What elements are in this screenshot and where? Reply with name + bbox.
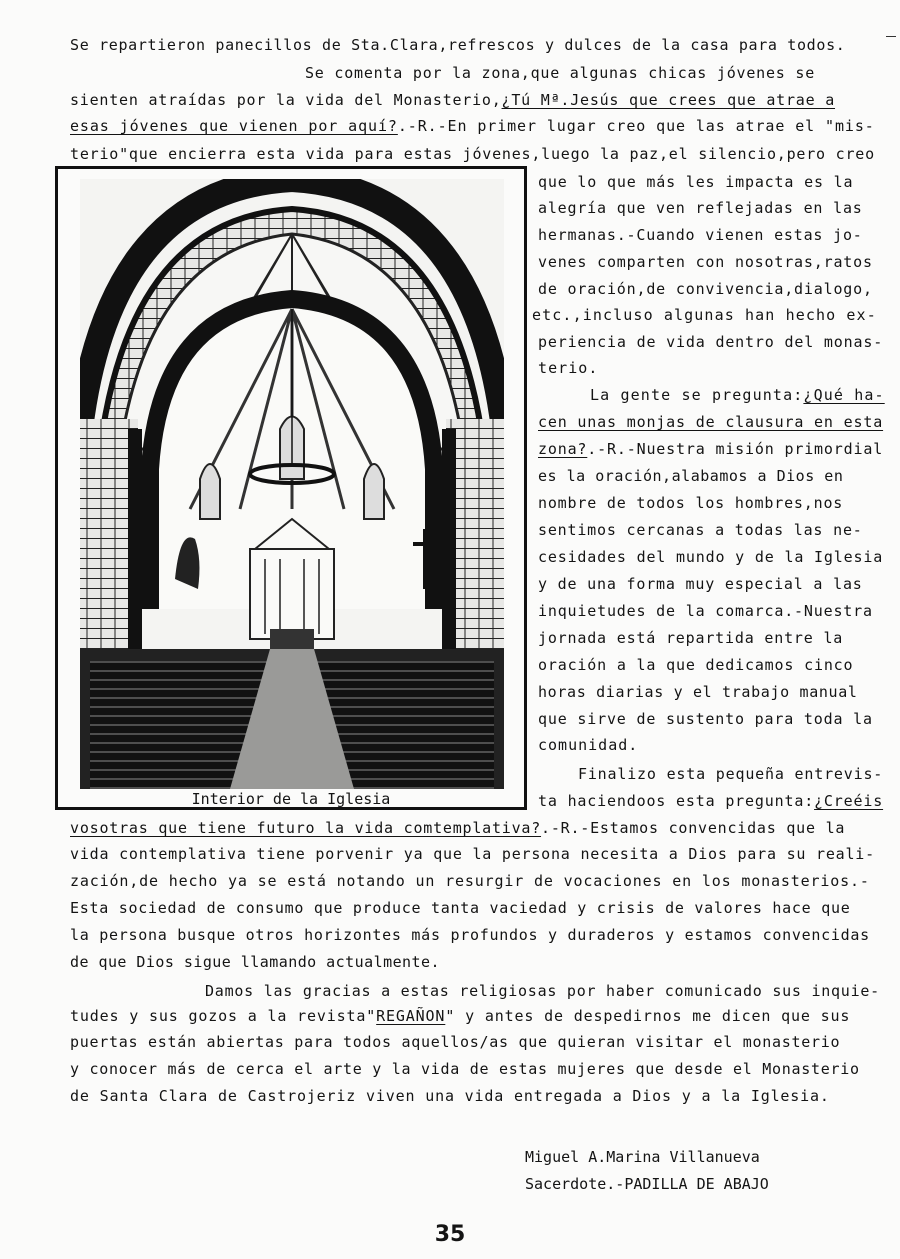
church-interior-image — [80, 179, 504, 789]
underlined-question: REGAÑON — [376, 1007, 446, 1025]
text-segment: puertas están abiertas para todos aquellos/as que quieran visitar el monasterio — [70, 1033, 841, 1051]
text-segment: Damos las gracias a estas religiosas por haber comunicado sus inquie- — [205, 982, 880, 1000]
text-segment: cesidades del mundo y de la Iglesia — [538, 548, 884, 566]
text-segment: ta haciendoos esta pregunta: — [538, 792, 815, 810]
text-line — [70, 89, 835, 111]
text-line — [538, 357, 598, 379]
text-line — [70, 951, 440, 973]
text-line — [538, 600, 873, 622]
text-line — [532, 304, 877, 326]
page-number: 35 — [434, 1222, 466, 1247]
text-line — [70, 870, 870, 892]
text-segment: que sirve de sustento para toda la — [538, 710, 873, 728]
text-segment: jornada está repartida entre la — [538, 629, 844, 647]
text-line — [305, 62, 815, 84]
text-line — [70, 1031, 840, 1053]
text-segment: " y antes de despedirnos me dicen que sus — [445, 1007, 851, 1025]
text-segment: hermanas.-Cuando vienen estas jo- — [538, 226, 863, 244]
text-segment: Finalizo esta pequeña entrevis- — [578, 765, 884, 783]
text-segment: y conocer más de cerca el arte y la vida de estas mujeres que desde el Monasterio — [70, 1060, 860, 1078]
text-segment: nombre de todos los hombres,nos — [538, 494, 844, 512]
text-line — [538, 411, 883, 433]
underlined-question: cen unas monjas de clausura en esta — [538, 413, 884, 431]
underlined-question: zona? — [538, 440, 588, 458]
text-line — [538, 627, 843, 649]
text-segment: sienten atraídas por la vida del Monasterio, — [70, 91, 502, 109]
text-line — [538, 224, 863, 246]
text-line — [538, 171, 853, 193]
text-segment: etc.,incluso algunas han hecho ex- — [532, 306, 877, 324]
text-segment: terio. — [538, 359, 599, 377]
text-segment: periencia de vida dentro del monas- — [538, 333, 884, 351]
author-name: Miguel A.Marina Villanueva — [525, 1148, 760, 1166]
figure-caption: Interior de la Iglesia — [191, 790, 391, 808]
text-segment: La gente se pregunta: — [590, 386, 804, 404]
text-segment: de Santa Clara de Castrojeriz viven una vida entregada a Dios y a la Iglesia. — [70, 1087, 830, 1105]
text-line — [578, 763, 883, 785]
text-segment: Se repartieron panecillos de Sta.Clara,refrescos y dulces de la casa para todos. — [70, 36, 846, 54]
text-line — [538, 465, 843, 487]
text-line — [538, 546, 883, 568]
text-segment: oración a la que dedicamos cinco — [538, 656, 854, 674]
underlined-question: esas jóvenes que vienen por aquí? — [70, 117, 398, 135]
text-line — [538, 278, 873, 300]
text-segment: Esta sociedad de consumo que produce tanta vaciedad y crisis de valores hace que — [70, 899, 851, 917]
text-segment: vida contemplativa tiene porvenir ya que la persona necesita a Dios para su reali- — [70, 845, 875, 863]
margin-mark — [886, 36, 896, 37]
underlined-question: ¿Qué ha- — [803, 386, 885, 404]
text-line — [538, 492, 843, 514]
church-photo-frame — [55, 166, 527, 810]
text-line — [590, 384, 885, 406]
text-segment: y de una forma muy especial a las — [538, 575, 863, 593]
text-line — [538, 331, 883, 353]
text-segment: la persona busque otros horizontes más profundos y duraderos y estamos convencidas — [70, 926, 870, 944]
text-segment: zación,de hecho ya se está notando un resurgir de vocaciones en los monasterios.- — [70, 872, 870, 890]
text-line — [70, 897, 850, 919]
text-segment: .-R.-En primer lugar creo que las atrae el "mis- — [397, 117, 875, 135]
text-line — [70, 1058, 860, 1080]
text-line — [538, 708, 873, 730]
text-segment: de oración,de convivencia,dialogo, — [538, 280, 873, 298]
text-segment: sentimos cercanas a todas las ne- — [538, 521, 863, 539]
text-line — [538, 197, 863, 219]
underlined-question: vosotras que tiene futuro la vida comtemplativa? — [70, 819, 542, 837]
text-line — [538, 573, 863, 595]
text-line — [70, 924, 870, 946]
text-line — [70, 143, 875, 165]
text-line — [538, 734, 638, 756]
text-segment: .-R.-Estamos convencidas que la — [541, 819, 846, 837]
text-segment: Se comenta por la zona,que algunas chicas jóvenes se — [305, 64, 815, 82]
text-line — [205, 980, 880, 1002]
text-line — [70, 843, 875, 865]
text-segment: tudes y sus gozos a la revista" — [70, 1007, 377, 1025]
text-segment: de que Dios sigue llamando actualmente. — [70, 953, 440, 971]
text-line — [538, 790, 883, 812]
text-line — [538, 519, 863, 541]
text-line — [70, 1005, 850, 1027]
text-segment: que lo que más les impacta es la — [538, 173, 854, 191]
text-segment: es la oración,alabamos a Dios en — [538, 467, 844, 485]
text-segment: inquietudes de la comarca.-Nuestra — [538, 602, 873, 620]
text-segment: .-R.-Nuestra misión primordial — [587, 440, 884, 458]
text-line — [538, 654, 853, 676]
text-segment: horas diarias y el trabajo manual — [538, 683, 858, 701]
text-line — [538, 251, 873, 273]
text-line — [70, 34, 845, 56]
text-line — [70, 1085, 830, 1107]
text-segment: alegría que ven reflejadas en las — [538, 199, 863, 217]
text-segment: terio"que encierra esta vida para estas jóvenes,luego la paz,el silencio,pero creo — [70, 145, 875, 163]
text-line — [538, 438, 883, 460]
text-segment: venes comparten con nosotras,ratos — [538, 253, 873, 271]
text-line — [538, 681, 858, 703]
underlined-question: ¿Tú Mª.Jesús que crees que atrae a — [501, 91, 836, 109]
underlined-question: ¿Creéis — [814, 792, 884, 810]
text-line — [70, 817, 845, 839]
text-line — [70, 115, 875, 137]
text-segment: comunidad. — [538, 736, 639, 754]
author-role: Sacerdote.-PADILLA DE ABAJO — [525, 1175, 769, 1193]
